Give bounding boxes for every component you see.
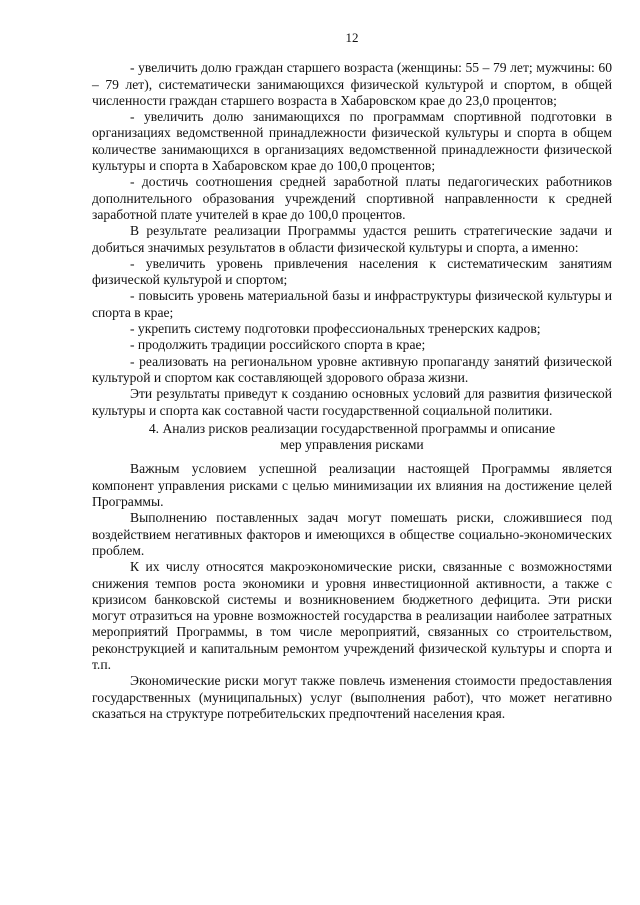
paragraph: - реализовать на региональном уровне активную пропаганду занятий физической культурой и спортом как составляющей здорового образа жизни. <box>92 353 612 385</box>
paragraph: Важным условием успешной реализации настоящей Программы является компонент управления рисками с целью минимизации их влияния на достижение целей Программы. <box>92 461 612 510</box>
paragraph: - увеличить долю занимающихся по программам спортивной подготовки в организациях ведомственной принадлежности физической культуры и спорта в общем количестве занимающихся в организациях ведомственной принадлежности физической культуры и спорта в Хабаровском крае до 100,0 процентов; <box>92 109 612 174</box>
paragraph: Выполнению поставленных задач могут помешать риски, сложившиеся под воздействием негативных факторов и имеющихся в обществе социально-экономических проблем. <box>92 510 612 558</box>
paragraph: - достичь соотношения средней заработной платы педагогических работников дополнительного образования учреждений спортивной направленности к средней заработной плате учителей в крае до 100,0 процентов. <box>92 174 612 222</box>
paragraph: - увеличить уровень привлечения населения к систематическим занятиям физической культурой и спортом; <box>92 255 612 288</box>
section-heading-line: 4. Анализ рисков реализации государственной программы и описание <box>148 420 556 436</box>
paragraph: К их числу относятся макроэкономические риски, связанные с возможностями снижения темпов роста экономики и уровня инвестиционной активности, а также с кризисом банковской системы и возникновением бюджетного дефицита. Эти риски могут отразиться на уровне возможностей государства в реализации наиболее затратных мероприятий Программы, в том числе мероприятий, связанных со строительством, реконструкцией и капитальным ремонтом учреждений физической культуры и спорта и т.п. <box>92 559 612 672</box>
document-page <box>92 30 612 722</box>
section-heading <box>92 421 612 454</box>
paragraph: - увеличить долю граждан старшего возраста (женщины: 55 – 79 лет; мужчины: 60 – 79 лет), систематически занимающихся физической культурой и спортом, в общей численности граждан старшего возраста в Хабаровском крае до 23,0 процентов; <box>92 60 612 108</box>
page-number: 12 <box>345 30 359 45</box>
paragraph: - укрепить систему подготовки профессиональных тренерских кадров; <box>130 321 541 337</box>
paragraph: - повысить уровень материальной базы и инфраструктуры физической культуры и спорта в крае; <box>92 288 612 320</box>
paragraph: В результате реализации Программы удастся решить стратегические задачи и добиться значимых результатов в области физической культуры и спорта, а именно: <box>92 223 612 255</box>
paragraph: - продолжить традиции российского спорта в крае; <box>130 337 426 353</box>
paragraph: Экономические риски могут также повлечь изменения стоимости предоставления государственных (муниципальных) услуг (выполнения работ), что может негативно сказаться на структуре потребительских предпочтений населения края. <box>92 673 612 721</box>
section-heading-line: мер управления рисками <box>280 437 424 453</box>
paragraph: Эти результаты приведут к созданию основных условий для развития физической культуры и спорта как составной части государственной социальной политики. <box>92 386 612 418</box>
